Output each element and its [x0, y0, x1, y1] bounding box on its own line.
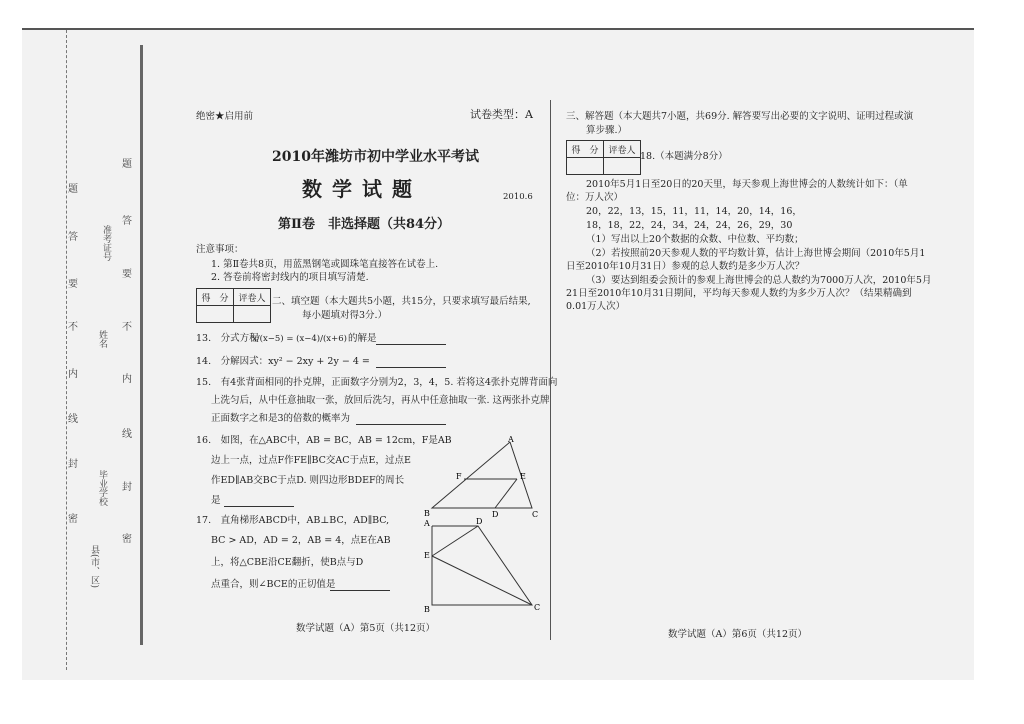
seal-char: 题 — [122, 159, 132, 170]
q15-line-3: 正面数字之和是3的倍数的概率为 — [211, 413, 351, 424]
seal-char: 要 — [122, 269, 132, 280]
q18-part-3-cont: 21日至2010年10月31日期间，平均每天参观人数约为多少万人次？（结果精确到 — [566, 288, 912, 299]
q18-part-2: （2）若按照前20天参观人数的平均数计算，估计上海世博会期间（2010年5月1 — [586, 248, 926, 259]
subject-title: 数学试题 — [302, 177, 422, 201]
line-char: 封 — [68, 459, 78, 470]
page-divider — [550, 100, 551, 640]
q17-line-3: 上，将△CBE沿CE翻折，使B点与D — [211, 557, 364, 568]
q16-line-4: 是 — [211, 495, 221, 506]
binding-bar — [140, 45, 143, 645]
q15-line-2: 上洗匀后，从中任意抽取一张，放回后洗匀，再从中任意抽取一张. 这两张扑克牌 — [211, 395, 550, 406]
seal-char: 封 — [122, 482, 132, 493]
footer-right: 数学试题（A）第6页（共12页） — [668, 629, 807, 640]
note-1: 1. 第Ⅱ卷共8页，用蓝黑钢笔或圆珠笔直接答在试卷上. — [211, 259, 439, 270]
note-2: 2. 答卷前将密封线内的项目填写清楚. — [211, 272, 369, 283]
line-char: 不 — [68, 322, 78, 333]
q13-tail: 的解是 — [348, 333, 377, 344]
fig2-label-C: C — [534, 603, 541, 612]
q13-answer-line[interactable] — [376, 344, 446, 345]
section-title: 第Ⅱ卷 非选择题（共84分） — [278, 217, 451, 232]
line-char: 答 — [68, 232, 78, 243]
fig1-label-B: B — [424, 509, 430, 518]
line-char: 内 — [68, 369, 78, 380]
line-char: 线 — [68, 414, 78, 425]
grader-header: 评卷人 — [604, 141, 641, 158]
fig1-label-F: F — [456, 472, 462, 481]
figure-q16-triangle — [420, 436, 550, 521]
score-table-left — [196, 288, 271, 323]
part2-heading: 二、填空题（本大题共5小题，共15分，只要求填写最后结果, — [272, 296, 531, 307]
grader-header: 评卷人 — [234, 289, 271, 306]
q15-line-1: 15. 有4张背面相同的扑克牌，正面数字分别为2，3，4，5. 若将这4张扑克牌背面向 — [196, 377, 558, 388]
fig1-label-D: D — [492, 510, 499, 519]
label-exam-number: 准考证号 — [101, 225, 111, 261]
seal-char: 密 — [122, 534, 132, 545]
seal-char: 答 — [122, 216, 132, 227]
q18-data-2: 18，18，22，24，34，24，24，26，29，30 — [586, 220, 793, 231]
grader-cell[interactable] — [604, 158, 641, 175]
label-school: 毕业学校 — [97, 470, 107, 506]
q14: 14. 分解因式：xy² − 2xy + 2y − 4 = — [196, 356, 370, 367]
q17-line-4: 点重合，则∠BCE的正切值是 — [211, 579, 336, 590]
q17-answer-line[interactable] — [330, 590, 390, 591]
q16-line-2: 边上一点，过点F作FE∥BC交AC于点E，过点E — [211, 455, 411, 466]
q15-answer-line[interactable] — [356, 424, 446, 425]
figure-q17-trapezoid — [420, 518, 550, 618]
part3-heading: 三、解答题（本大题共7小题，共69分. 解答要写出必要的文字说明、证明过程或演 — [566, 111, 914, 122]
seal-char: 不 — [122, 322, 132, 333]
part2-heading-cont: 每小题填对得3分.） — [302, 310, 388, 321]
binding-fold-line — [66, 30, 67, 670]
score-cell[interactable] — [567, 158, 604, 175]
q14-answer-line[interactable] — [376, 367, 446, 368]
line-char: 题 — [68, 184, 78, 195]
fig2-label-D: D — [476, 518, 483, 526]
grader-cell[interactable] — [234, 306, 271, 323]
score-header: 得 分 — [197, 289, 234, 306]
q18-data-1: 20，22，13，15，11，11，14，20，14，16， — [586, 206, 802, 217]
q18-part-2-cont: 日至2010年10月31日）参观的总人数约是多少万人次？ — [566, 261, 805, 272]
label-name: 姓名 — [97, 330, 107, 348]
exam-title: 2010年潍坊市初中学业水平考试 — [272, 149, 479, 165]
q16-answer-line[interactable] — [224, 506, 294, 507]
paper-type: 试卷类型：A — [470, 108, 533, 121]
fig2-label-A: A — [424, 519, 430, 528]
q17-line-2: BC > AD，AD = 2，AB = 4，点E在AB — [211, 535, 391, 546]
score-cell[interactable] — [197, 306, 234, 323]
secret-label: 绝密★启用前 — [196, 111, 254, 122]
q13-equation: x/(x−5) = (x−4)/(x+6) — [252, 334, 347, 344]
fig2-label-B: B — [424, 605, 430, 614]
q18-part-3: （3）要达到组委会预计的参观上海世博会的总人数约为7000万人次，2010年5月 — [586, 275, 932, 286]
part3-heading-cont: 算步骤.） — [586, 125, 628, 136]
q17-line-1: 17. 直角梯形ABCD中，AB⊥BC，AD∥BC, — [196, 515, 390, 526]
seal-char: 内 — [122, 374, 132, 385]
q18-label: 18.（本题满分8分） — [640, 151, 728, 162]
exam-date: 2010.6 — [503, 192, 533, 202]
q18-part-1: （1）写出以上20个数据的众数、中位数、平均数； — [586, 234, 804, 245]
q16-line-1: 16. 如图，在△ABC中，AB = BC，AB = 12cm，F是AB — [196, 435, 452, 446]
score-table-right — [566, 140, 641, 175]
q18-line-2: 位：万人次） — [566, 192, 624, 203]
fig2-label-E: E — [424, 551, 430, 560]
label-county: 县(市、区) — [89, 545, 99, 589]
fig1-label-E: E — [520, 472, 526, 481]
q18-part-3-end: 0.01万人次） — [566, 301, 626, 312]
footer-left: 数学试题（A）第5页（共12页） — [296, 623, 435, 634]
line-char: 密 — [68, 514, 78, 525]
fig1-label-C: C — [532, 510, 539, 519]
q16-line-3: 作ED∥AB交BC于点D. 则四边形BDEF的周长 — [211, 475, 405, 486]
line-char: 要 — [68, 279, 78, 290]
q18-line-1: 2010年5月1日至20日的20天里，每天参观上海世博会的人数统计如下：（单 — [586, 179, 908, 190]
score-header: 得 分 — [567, 141, 604, 158]
seal-char: 线 — [122, 429, 132, 440]
q13-label: 13. 分式方程 — [196, 333, 259, 344]
notes-title: 注意事项： — [196, 244, 244, 255]
fig1-label-A: A — [508, 436, 514, 444]
